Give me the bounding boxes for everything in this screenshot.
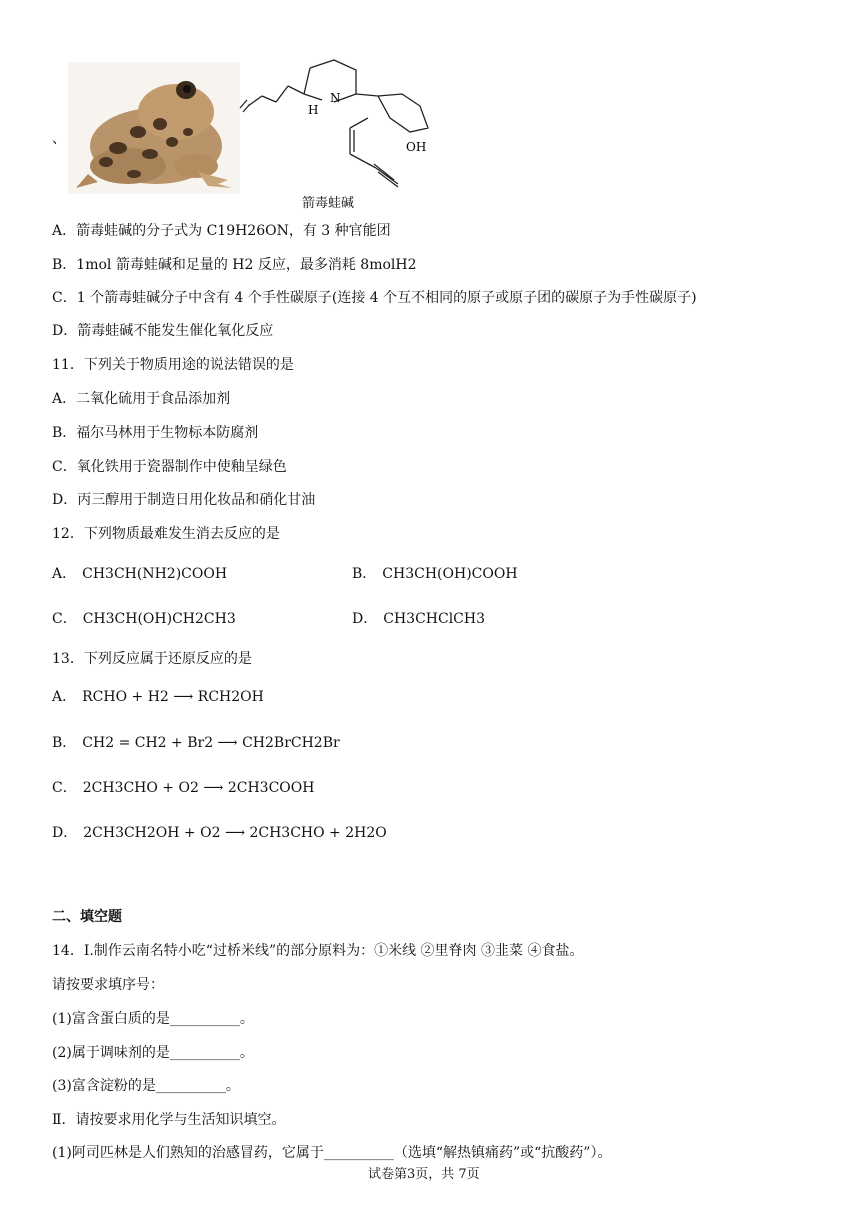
page-footer: 试卷第3页，共 7页: [368, 1167, 480, 1182]
q14-item-1: (1)富含蛋白质的是__________。: [52, 1011, 254, 1027]
q11-option-d: [52, 489, 315, 509]
q14-part2: Ⅱ．请按要求用化学与生活知识填空。: [52, 1112, 286, 1128]
q12-option-d: [352, 608, 485, 628]
option-letter: C．: [52, 290, 77, 306]
q13-option-a: [52, 686, 264, 706]
option-text: 箭毒蛙碱不能发生催化氧化反应: [77, 323, 274, 339]
q12-option-c: [52, 608, 236, 628]
option-letter: D．: [52, 825, 78, 841]
q10-option-d: [52, 320, 273, 340]
option-text: CH3CH(OH)COOH: [382, 566, 518, 582]
section-title: 二、填空题: [52, 909, 122, 925]
q13-option-b: [52, 732, 340, 752]
q10-option-b: [52, 254, 417, 274]
option-text: CH3CH(NH2)COOH: [82, 566, 228, 582]
figure-caption: 箭毒蛙碱: [302, 196, 355, 211]
q14-item-2: (2)属于调味剂的是__________。: [52, 1045, 254, 1061]
option-letter: C．: [52, 780, 77, 796]
option-text: RCHO + H2 ⟶ RCH2OH: [82, 689, 264, 705]
option-text: CH3CHClCH3: [383, 611, 486, 627]
q12-option-a: [52, 563, 227, 583]
option-text: CH2 = CH2 + Br2 ⟶ CH2BrCH2Br: [82, 735, 340, 751]
q12-option-b: [352, 563, 518, 583]
option-text: 1 个箭毒蛙碱分子中含有 4 个手性碳原子(连接 4 个互不相同的原子或原子团的碳原子为手性碳原子): [76, 290, 697, 306]
option-letter: B．: [352, 566, 377, 582]
option-letter: A．: [52, 566, 77, 582]
q14-stem: 14．Ⅰ.制作云南名特小吃“过桥米线”的部分原料为：①米线 ②里脊肉 ③韭菜 ④食盐。: [52, 943, 584, 959]
q13-stem: 13．下列反应属于还原反应的是: [52, 651, 252, 667]
option-letter: A．: [52, 223, 77, 239]
q11-option-c: [52, 456, 287, 476]
option-text: 丙三醇用于制造日用化妆品和硝化甘油: [77, 492, 316, 508]
n-label: N: [330, 91, 341, 105]
structural-formula: [238, 56, 448, 196]
q14-part2-item: (1)阿司匹林是人们熟知的治感冒药，它属于__________（选填“解热镇痛药”或“抗酸药”）。: [52, 1145, 612, 1161]
h-label: H: [308, 103, 319, 117]
option-letter: D．: [352, 611, 378, 627]
option-letter: D．: [52, 323, 78, 339]
option-text: CH3CH(OH)CH2CH3: [82, 611, 236, 627]
option-text: 2CH3CH2OH + O2 ⟶ 2CH3CHO + 2H2O: [83, 825, 387, 841]
option-letter: B．: [52, 257, 77, 273]
option-letter: D．: [52, 492, 78, 508]
option-letter: A．: [52, 391, 77, 407]
option-text: 2CH3CHO + O2 ⟶ 2CH3COOH: [82, 780, 315, 796]
q12-stem: 12．下列物质最难发生消去反应的是: [52, 526, 280, 542]
option-letter: A．: [52, 689, 77, 705]
option-text: 福尔马林用于生物标本防腐剂: [76, 425, 259, 441]
q11-stem: 11．下列关于物质用途的说法错误的是: [52, 357, 294, 373]
option-text: 箭毒蛙碱的分子式为 C19H26ON，有 3 种官能团: [76, 223, 391, 239]
q10-option-c: [52, 287, 697, 307]
frog-photo: [68, 62, 240, 194]
option-text: 1mol 箭毒蛙碱和足量的 H2 反应，最多消耗 8molH2: [76, 257, 417, 273]
q14-item-3: (3)富含淀粉的是__________。: [52, 1078, 240, 1094]
q10-option-a: [52, 220, 391, 240]
q14-instruction: 请按要求填序号：: [52, 977, 164, 993]
q11-option-b: [52, 422, 258, 442]
option-text: 氧化铁用于瓷器制作中使釉呈绿色: [76, 459, 287, 475]
option-letter: C．: [52, 611, 77, 627]
list-marker: 、: [52, 131, 66, 147]
option-letter: B．: [52, 735, 77, 751]
option-letter: B．: [52, 425, 77, 441]
q11-option-a: [52, 388, 230, 408]
oh-label: OH: [406, 140, 427, 154]
option-letter: C．: [52, 459, 77, 475]
q13-option-d: [52, 822, 387, 842]
q13-option-c: [52, 777, 314, 797]
option-text: 二氧化硫用于食品添加剂: [76, 391, 231, 407]
